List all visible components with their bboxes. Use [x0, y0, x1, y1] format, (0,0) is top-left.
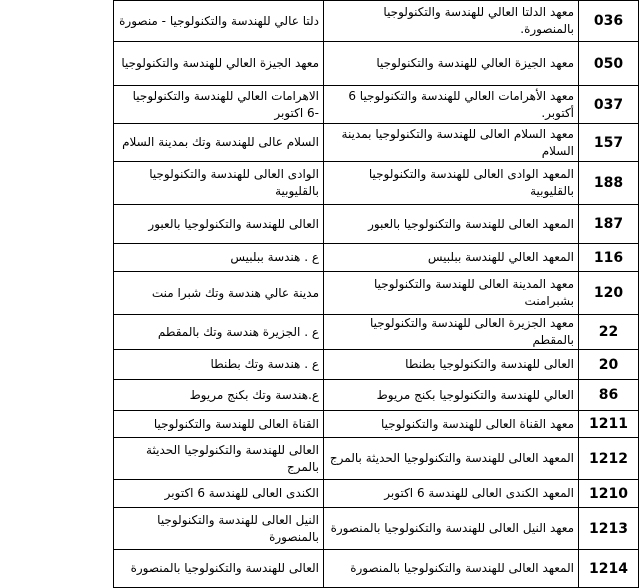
institute-code: 036: [579, 1, 639, 42]
institute-code: 120: [579, 272, 639, 315]
institutes-table: [113, 0, 639, 588]
institute-full-name: معهد الجيزة العالي للهندسة والتكنولوجيا: [324, 42, 579, 86]
institute-short-name: ع . هندسة ببلبيس: [114, 244, 324, 272]
table-row: [114, 205, 639, 244]
table-row: [114, 550, 639, 588]
table-row: [114, 124, 639, 162]
table-row: [114, 162, 639, 205]
institute-full-name: المعهد العالى للهندسة والتكنولوجيا بالمنصورة: [324, 550, 579, 588]
institute-code: 86: [579, 380, 639, 411]
table-row: [114, 380, 639, 411]
institute-short-name: الاهرامات العالي للهندسة والتكنولوجيا -6 اكتوبر: [114, 86, 324, 124]
institute-code: 1210: [579, 480, 639, 508]
institute-full-name: المعهد العالى للهندسة والتكنولوجيا بالعبور: [324, 205, 579, 244]
institute-code: 1214: [579, 550, 639, 588]
institute-full-name: المعهد العالى للهندسة والتكنولوجيا الحديثة بالمرج: [324, 438, 579, 480]
institute-code: 187: [579, 205, 639, 244]
institute-full-name: العالي للهندسة والتكنولوجيا بكنج مريوط: [324, 380, 579, 411]
table-row: [114, 350, 639, 380]
table-row: [114, 438, 639, 480]
table-row: [114, 42, 639, 86]
table-row: [114, 480, 639, 508]
institute-code: 037: [579, 86, 639, 124]
institute-short-name: الكندى العالى للهندسة 6 اكتوبر: [114, 480, 324, 508]
institute-full-name: معهد الأهرامات العالي للهندسة والتكنولوجيا 6 أكتوبر.: [324, 86, 579, 124]
institute-code: 1212: [579, 438, 639, 480]
institute-full-name: معهد السلام العالى للهندسة والتكنولوجيا بمدينة السلام: [324, 124, 579, 162]
institute-full-name: معهد النيل العالى للهندسة والتكنولوجيا بالمنصورة: [324, 508, 579, 550]
institute-short-name: ع . الجزيرة هندسة وتك بالمقطم: [114, 315, 324, 350]
institute-full-name: معهد القناة العالى للهندسة والتكنولوجيا: [324, 411, 579, 438]
institute-code: 116: [579, 244, 639, 272]
institute-short-name: ع.هندسة وتك بكنج مريوط: [114, 380, 324, 411]
institute-full-name: المعهد الكندى العالى للهندسة 6 اكتوبر: [324, 480, 579, 508]
institute-full-name: المعهد الوادى العالى للهندسة والتكنولوجيا بالقليوبية: [324, 162, 579, 205]
institute-full-name: معهد الدلتا العالي للهندسة والتكنولوجيا بالمنصورة.: [324, 1, 579, 42]
institute-code: 188: [579, 162, 639, 205]
institute-short-name: النيل العالى للهندسة والتكنولوجيا بالمنصورة: [114, 508, 324, 550]
table-row: [114, 315, 639, 350]
institute-code: 22: [579, 315, 639, 350]
table-row: [114, 86, 639, 124]
institute-short-name: العالى للهندسة والتكنولوجيا بالعبور: [114, 205, 324, 244]
institute-code: 050: [579, 42, 639, 86]
institute-full-name: العالى للهندسة والتكنولوجيا بطنطا: [324, 350, 579, 380]
institute-short-name: ع . هندسة وتك بطنطا: [114, 350, 324, 380]
institute-code: 1211: [579, 411, 639, 438]
institute-short-name: الوادى العالى للهندسة والتكنولوجيا بالقليوبية: [114, 162, 324, 205]
institute-full-name: المعهد العالي للهندسة ببلبيس: [324, 244, 579, 272]
institute-short-name: العالى للهندسة والتكنولوجيا الحديثة بالمرج: [114, 438, 324, 480]
table-row: [114, 508, 639, 550]
institute-short-name: دلتا عالي للهندسة والتكنولوجيا - منصورة: [114, 1, 324, 42]
institute-short-name: مدينة عالي هندسة وتك شبرا منت: [114, 272, 324, 315]
table-row: [114, 272, 639, 315]
institute-short-name: معهد الجيزة العالي للهندسة والتكنولوجيا: [114, 42, 324, 86]
institute-short-name: السلام عالى للهندسة وتك بمدينة السلام: [114, 124, 324, 162]
institute-full-name: معهد المدينة العالى للهندسة والتكنولوجيا بشبرامنت: [324, 272, 579, 315]
institute-code: 1213: [579, 508, 639, 550]
institute-full-name: معهد الجزيرة العالى للهندسة والتكنولوجيا بالمقطم: [324, 315, 579, 350]
table-row: [114, 411, 639, 438]
institute-short-name: العالى للهندسة والتكنولوجيا بالمنصورة: [114, 550, 324, 588]
institute-code: 20: [579, 350, 639, 380]
table-row: [114, 1, 639, 42]
table-row: [114, 244, 639, 272]
institute-code: 157: [579, 124, 639, 162]
institute-short-name: القناة العالى للهندسة والتكنولوجيا: [114, 411, 324, 438]
